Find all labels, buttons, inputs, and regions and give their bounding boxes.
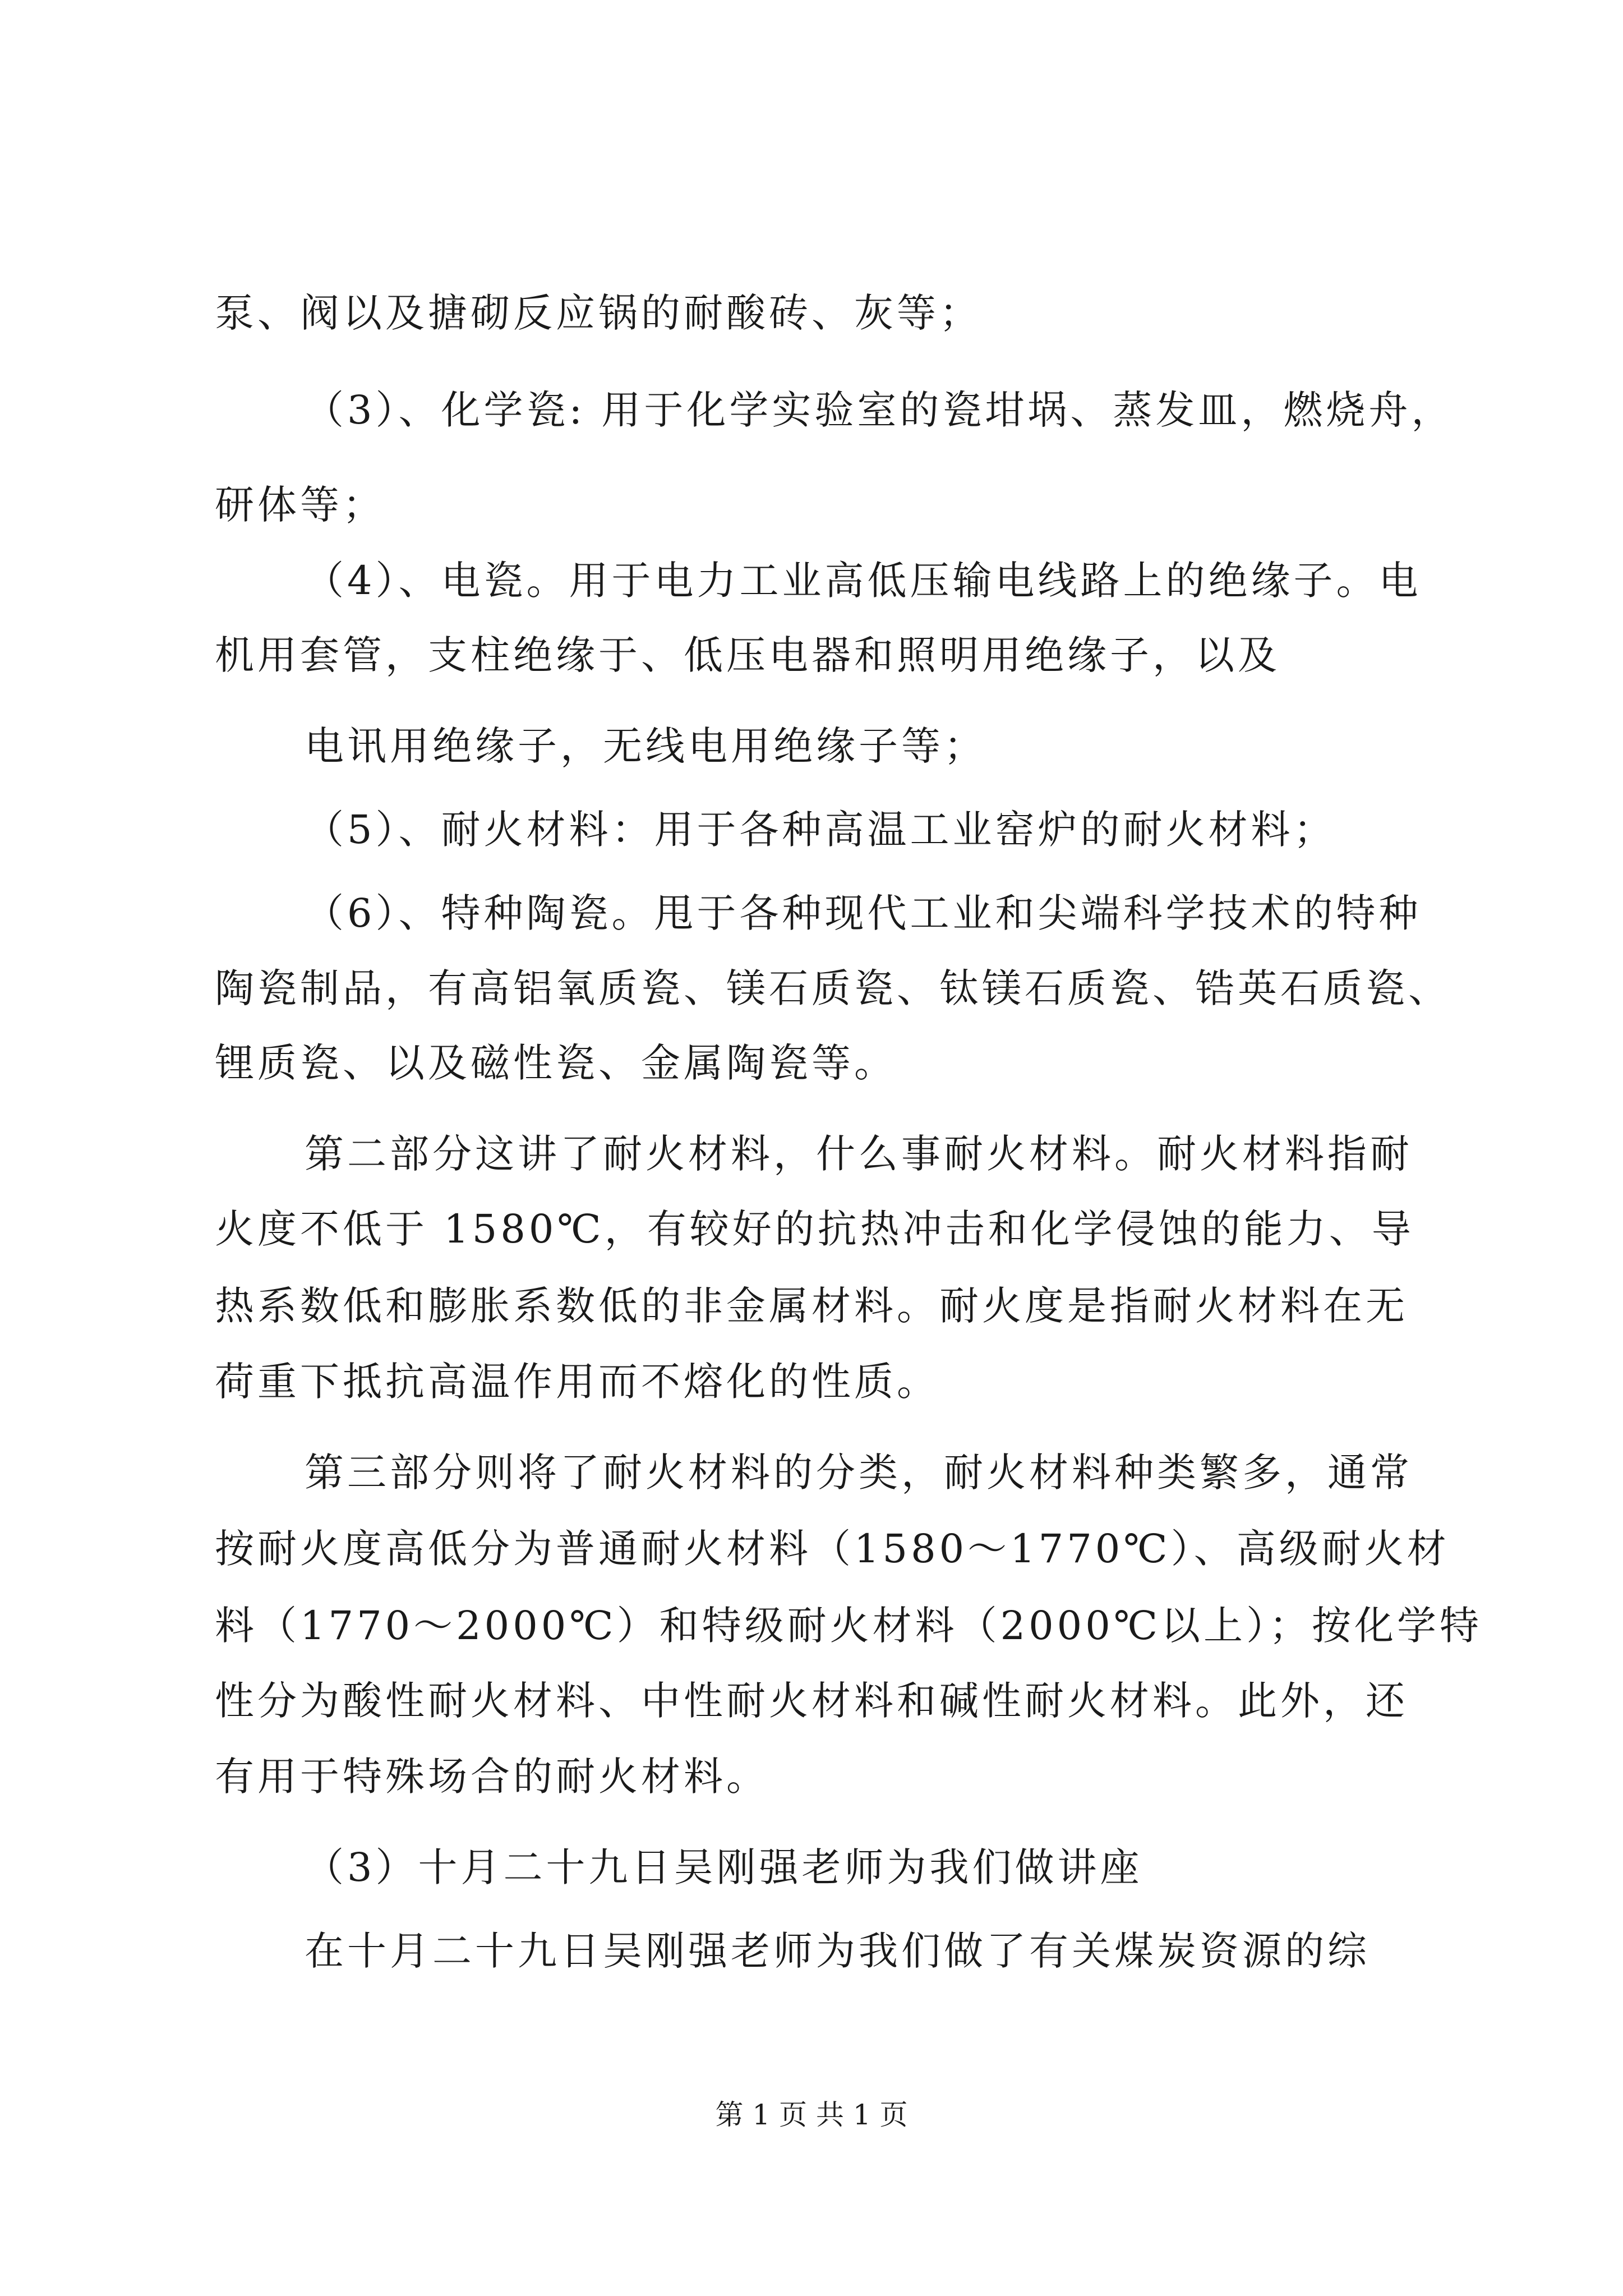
text-line: 料（1770～2000℃）和特级耐火材料（2000℃以上）；按化学特: [215, 1603, 1483, 1649]
text-line: 陶瓷制品，有高铝氧质瓷、镁石质瓷、钛镁石质瓷、锆英石质瓷、: [215, 965, 1451, 1011]
text-line: 性分为酸性耐火材料、中性耐火材料和碱性耐火材料。此外，还: [215, 1678, 1408, 1724]
text-line: （4）、电瓷。用于电力工业高低压输电线路上的绝缘子。电: [305, 558, 1422, 604]
text-line: 锂质瓷、以及磁性瓷、金属陶瓷等。: [215, 1040, 897, 1086]
text-line: （5）、耐火材料：用于各种高温工业窑炉的耐火材料；: [305, 807, 1336, 853]
text-line: （3）十月二十九日吴刚强老师为我们做讲座: [305, 1844, 1143, 1890]
text-line: 在十月二十九日吴刚强老师为我们做了有关煤炭资源的综: [305, 1928, 1370, 1974]
text-line: 有用于特殊场合的耐火材料。: [215, 1754, 769, 1800]
text-line: 按耐火度高低分为普通耐火材料（1580～1770℃）、高级耐火材: [215, 1526, 1450, 1572]
page-number-footer: 第 1 页 共 1 页: [715, 2099, 908, 2131]
text-line: （6）、特种陶瓷。甩于各种现代工业和尖端科学技术的特种: [305, 890, 1422, 936]
text-line: 第二部分这讲了耐火材料，什么事耐火材料。耐火材料指耐: [305, 1131, 1413, 1177]
text-line: 荷重下抵抗高温作用而不熔化的性质。: [215, 1359, 939, 1405]
text-line: 第三部分则将了耐火材料的分类，耐火材料种类繁多，通常: [305, 1450, 1413, 1496]
text-line: 泵、阀以及搪砌反应锅的耐酸砖、灰等；: [215, 290, 982, 336]
text-line: （3）、化学瓷: 用于化学实验室的瓷坩埚、蒸发皿，燃烧舟，: [305, 387, 1454, 433]
text-line: 电讯用绝缘子，无线电用绝缘子等；: [305, 723, 986, 769]
text-line: 机用套管，支柱绝缘于、低压电器和照明用绝缘子，以及: [215, 632, 1280, 678]
text-line: 热系数低和膨胀系数低的非金属材料。耐火度是指耐火材料在无: [215, 1283, 1408, 1329]
text-line: 火度不低于 1580℃，有较好的抗热冲击和化学侵蚀的能力、导: [215, 1206, 1414, 1252]
text-line: 研体等；: [215, 482, 385, 528]
